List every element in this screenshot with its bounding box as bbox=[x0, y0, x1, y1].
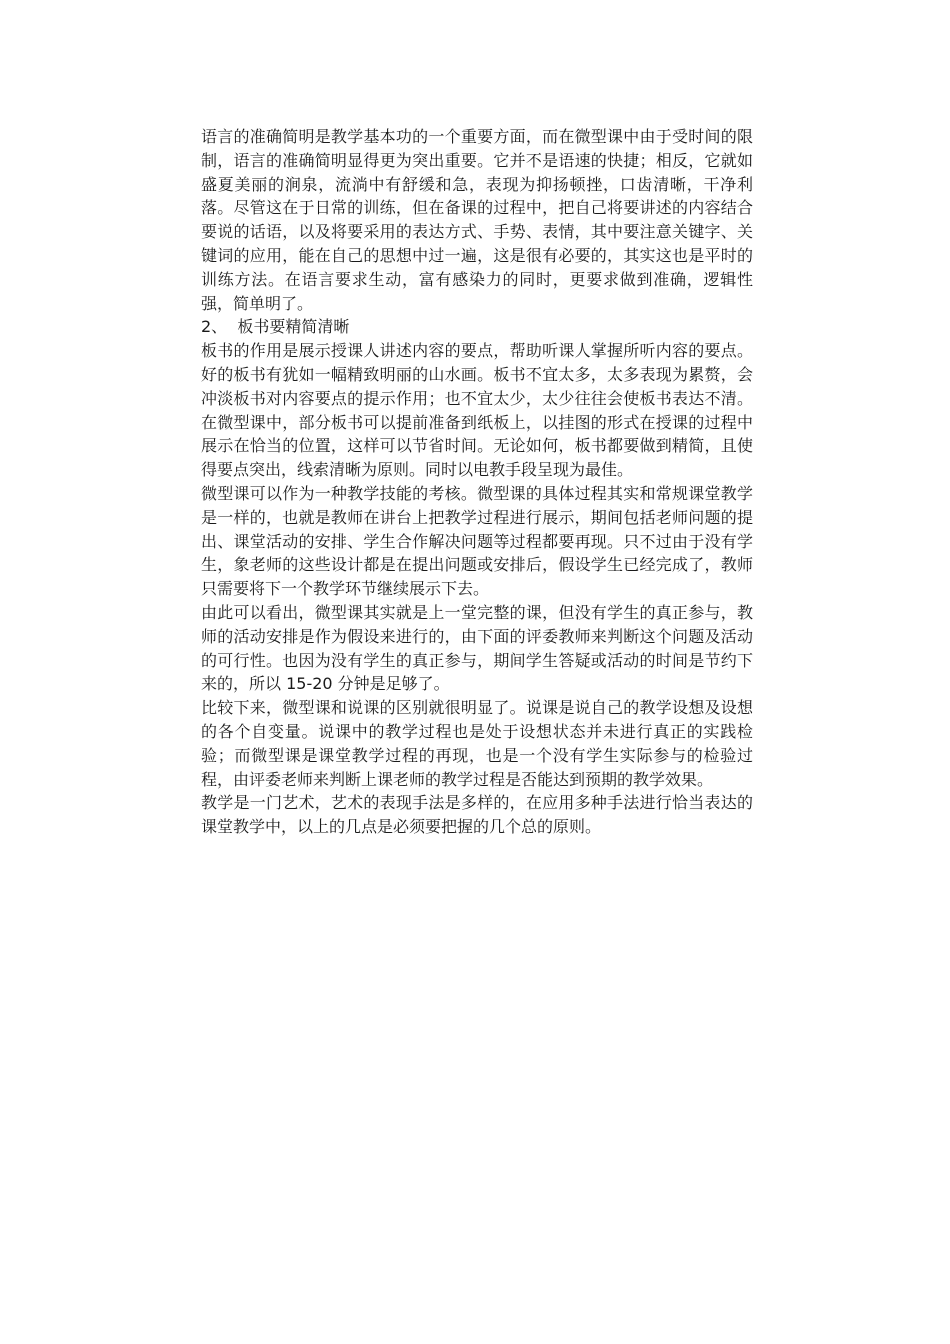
paragraph-micro-lesson-assessment: 微型课可以作为一种教学技能的考核。微型课的具体过程其实和常规课堂教学是一样的，也就是教师在讲台上把教学过程进行展示，期间包括老师问题的提出、课堂活动的安排、学生合作解决问题等过程都要再现。只不过由于没有学生，象老师的这些设计都是在提出问题或安排后，假设学生已经完成了，教师只需要将下一个教学环节继续展示下去。 bbox=[201, 483, 753, 599]
section-heading-blackboard: 2、 板书要精简清晰 bbox=[201, 317, 350, 337]
paragraph-conclusion: 教学是一门艺术，艺术的表现手法是多样的，在应用多种手法进行恰当表达的课堂教学中，以上的几点是必须要把握的几个总的原则。 bbox=[201, 793, 753, 837]
paragraph-comparison: 比较下来，微型课和说课的区别就很明显了。说课是说自己的教学设想及设想的各个自变量。说课中的教学过程也是处于设想状态并未进行真正的实践检验；而微型课是课堂教学过程的再现，也是一个没有学生实际参与的检验过程，由评委老师来判断上课老师的教学过程是否能达到预期的教学效果。 bbox=[201, 698, 753, 789]
paragraph-blackboard: 板书的作用是展示授课人讲述内容的要点，帮助听课人掌握所听内容的要点。好的板书有犹如一幅精致明丽的山水画。板书不宜太多，太多表现为累赘，会冲淡板书对内容要点的提示作用；也不宜太少，太少往往会使板书表达不清。在微型课中，部分板书可以提前准备到纸板上，以挂图的形式在授课的过程中展示在恰当的位置，这样可以节省时间。无论如何，板书都要做到精简，且使得要点突出，线索清晰为原则。同时以电教手段呈现为最佳。 bbox=[201, 341, 753, 480]
document-body bbox=[201, 125, 753, 839]
paragraph-language-precision: 语言的准确简明是教学基本功的一个重要方面，而在微型课中由于受时间的限制，语言的准确简明显得更为突出重要。它并不是语速的快捷；相反，它就如盛夏美丽的涧泉，流淌中有舒缓和急，表现为抑扬顿挫，口齿清晰，干净利落。尽管这在于日常的训练，但在备课的过程中，把自己将要讲述的内容结合要说的话语，以及将要采用的表达方式、手势、表情，其中要注意关键字、关键词的应用，能在自己的思想中过一遍，这是很有必要的，其实这也是平时的训练方法。在语言要求生动，富有感染力的同时，更要求做到准确，逻辑性强，简单明了。 bbox=[201, 127, 753, 313]
paragraph-micro-lesson-summary: 由此可以看出，微型课其实就是上一堂完整的课，但没有学生的真正参与，教师的活动安排是作为假设来进行的，由下面的评委教师来判断这个问题及活动的可行性。也因为没有学生的真正参与，期间学生答疑或活动的时间是节约下来的，所以 15-20 分钟是足够了。 bbox=[201, 602, 753, 694]
